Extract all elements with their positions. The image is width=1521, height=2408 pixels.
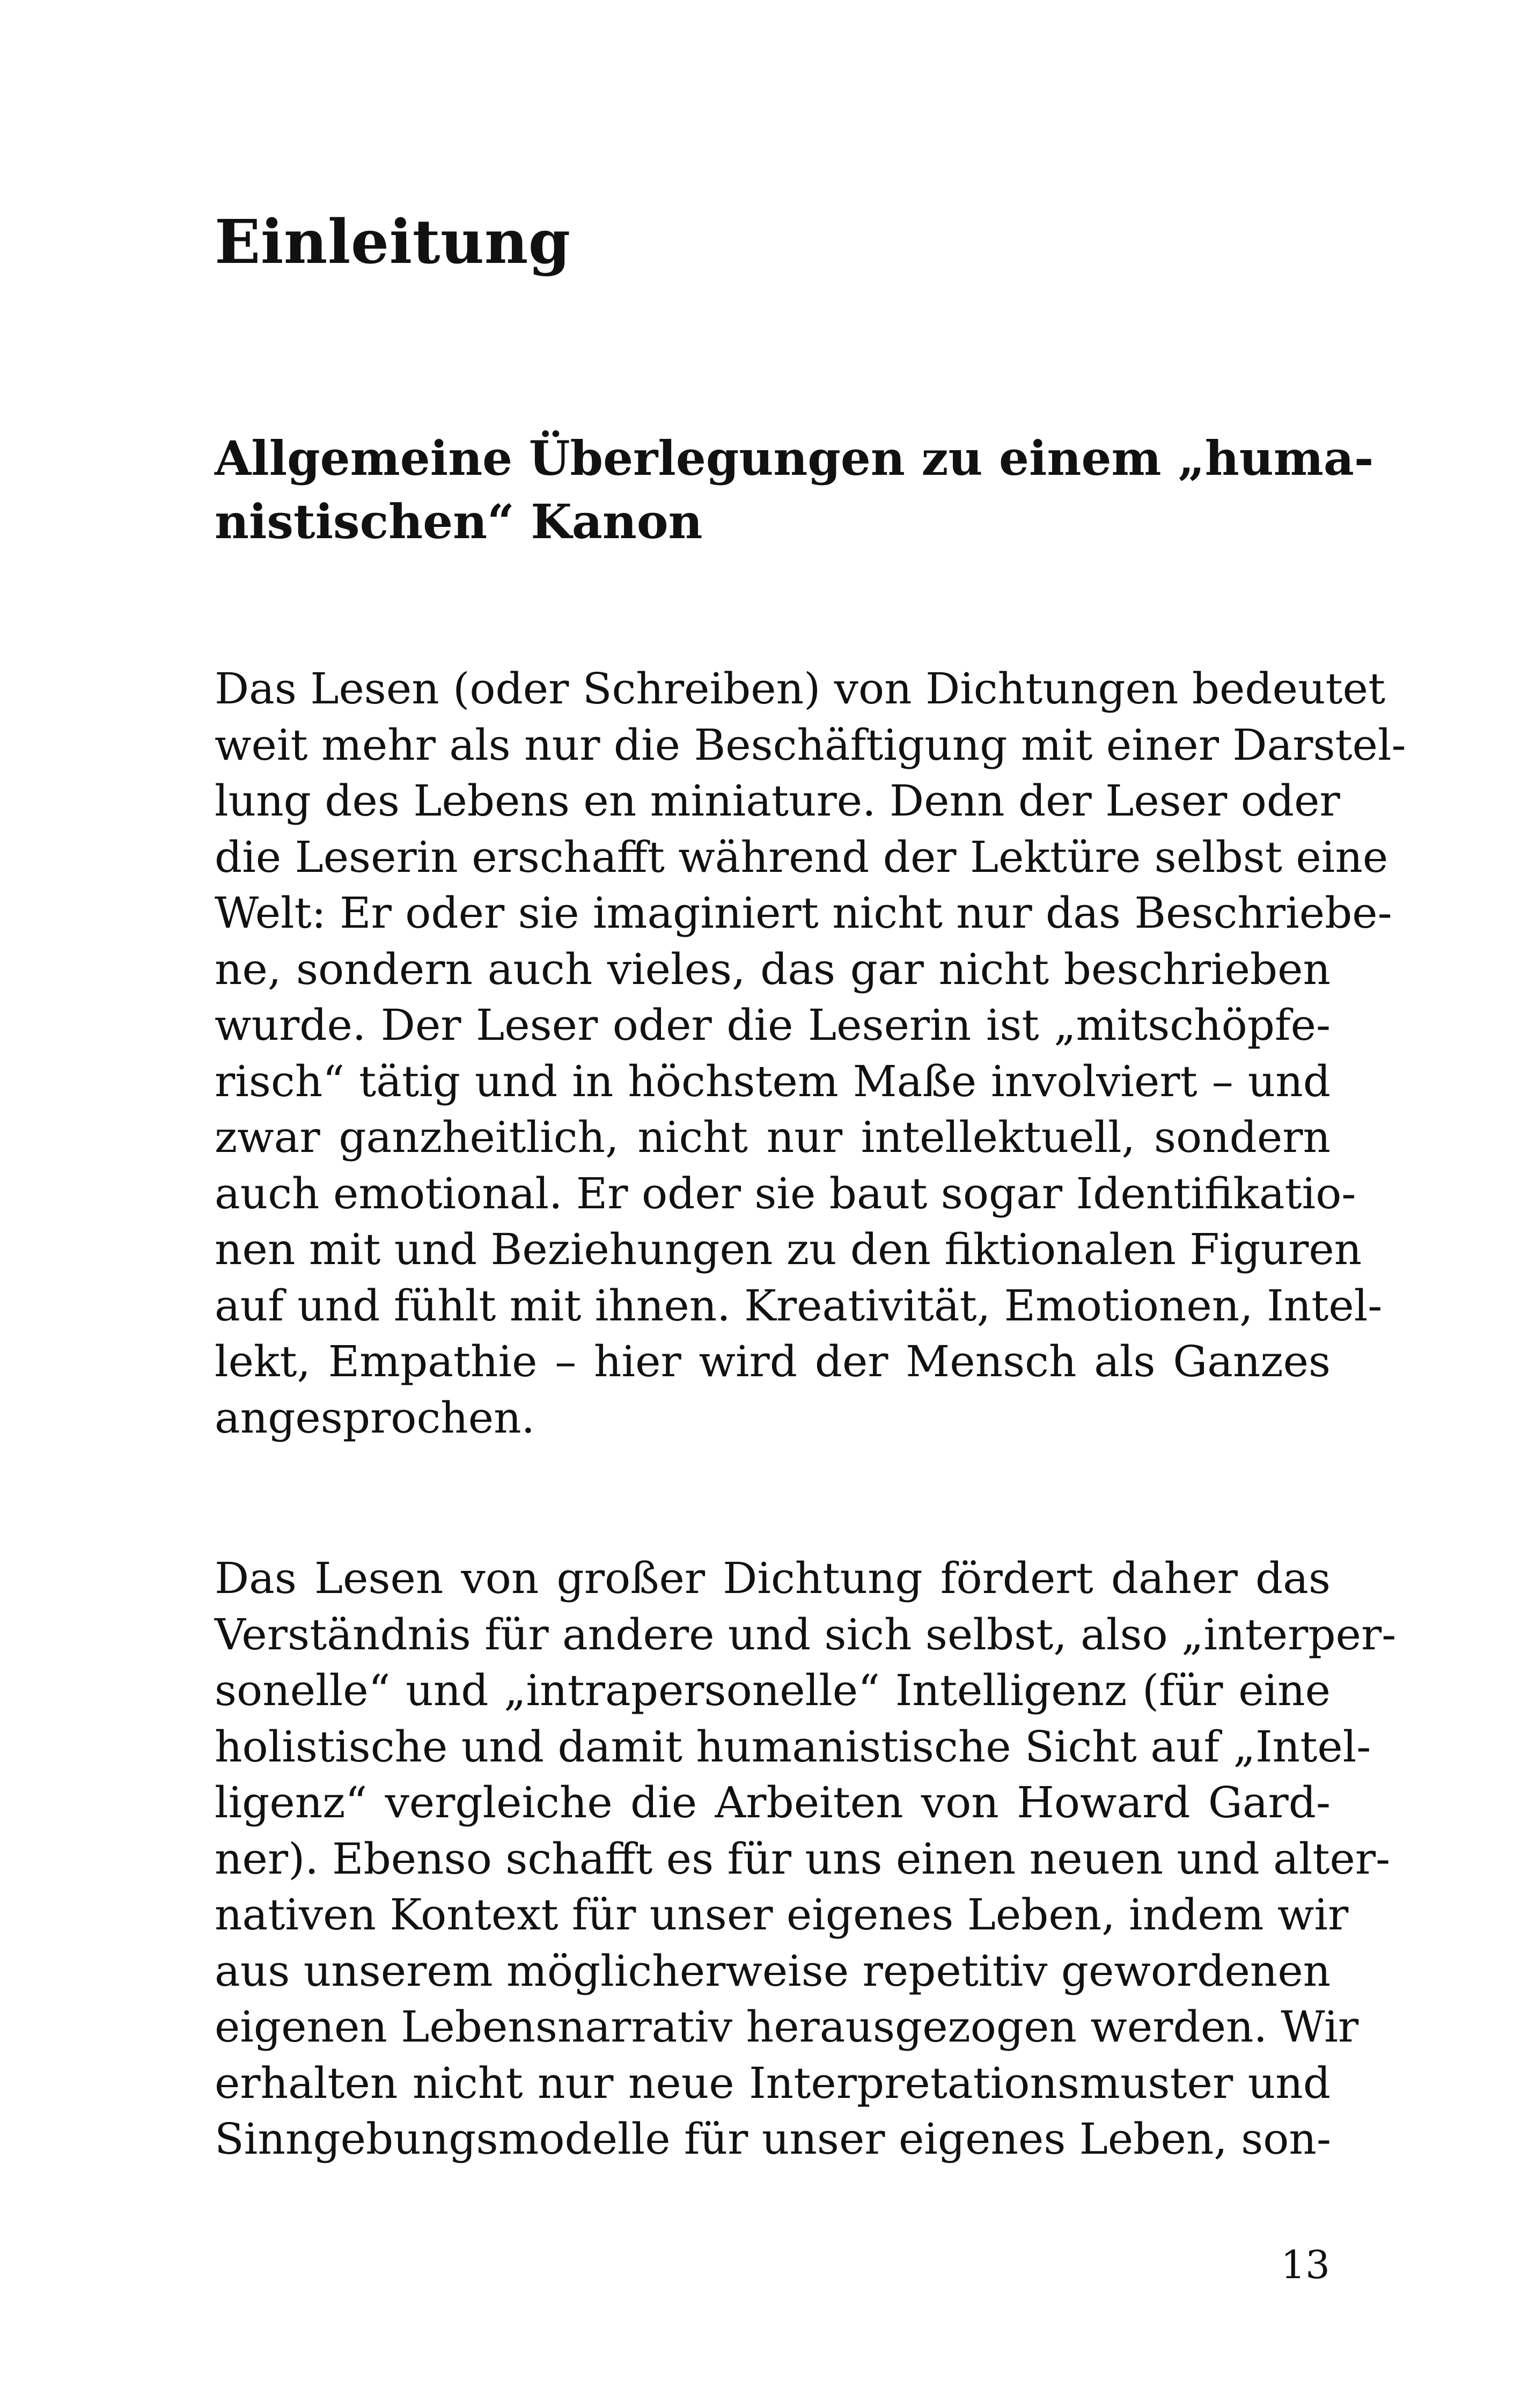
text-line: sonelle“ und „intrapersonelle“ Intelligenz (für eine — [215, 1665, 1331, 1715]
text-line: aus unserem möglicherweise repetitiv gewordenen — [215, 1946, 1331, 1996]
text-line: Das Lesen von großer Dichtung fördert daher das — [215, 1553, 1331, 1603]
text-line: ne, sondern auch vieles, das gar nicht beschrieben — [215, 944, 1331, 994]
text-line: weit mehr als nur die Beschäftigung mit einer Darstel- — [215, 720, 1406, 770]
text-line: auch emotional. Er oder sie baut sogar Identifikatio- — [215, 1168, 1356, 1218]
section-title-line: nistischen“ Kanon — [215, 494, 703, 549]
section-title-line: Allgemeine Überlegungen zu einem „huma- — [215, 430, 1374, 486]
text-line: erhalten nicht nur neue Interpretationsmuster und — [215, 2058, 1331, 2108]
text-line: Verständnis für andere und sich selbst, also „interper- — [215, 1609, 1397, 1660]
text-line: wurde. Der Leser oder die Leserin ist „mitschöpfe- — [215, 1000, 1331, 1050]
text-line: nen mit und Beziehungen zu den fiktionalen Figuren — [215, 1224, 1362, 1274]
text-line: die Leserin erschafft während der Lektüre selbst eine — [215, 832, 1388, 882]
chapter-title: Einleitung — [215, 207, 571, 277]
text-line: angesprochen. — [215, 1392, 535, 1443]
body-paragraph — [215, 661, 1406, 1446]
text-line: Sinngebungsmodelle für unser eigenes Leben, son- — [215, 2114, 1331, 2164]
text-line: Welt: Er oder sie imaginiert nicht nur das Beschriebe- — [215, 888, 1392, 938]
text-line: risch“ tätig und in höchstem Maße involviert – und — [215, 1056, 1331, 1106]
text-line: lekt, Empathie – hier wird der Mensch als Ganzes — [215, 1337, 1331, 1386]
body-paragraph — [215, 1551, 1397, 2168]
text-line: zwar ganzheitlich, nicht nur intellektuell, sondern — [215, 1112, 1331, 1162]
text-line: Das Lesen (oder Schreiben) von Dichtungen bedeutet — [215, 664, 1386, 714]
page-number: 13 — [1281, 2242, 1330, 2287]
text-line: ligenz“ vergleiche die Arbeiten von Howard Gard- — [215, 1778, 1331, 1827]
text-line: lung des Lebens en miniature. Denn der Leser oder — [215, 776, 1340, 826]
text-line: ner). Ebenso schafft es für uns einen neuen und alter- — [215, 1833, 1391, 1884]
section-title — [215, 427, 1374, 553]
text-line: nativen Kontext für unser eigenes Leben, indem wir — [215, 1890, 1349, 1940]
text-line: eigenen Lebensnarrativ herausgezogen werden. Wir — [215, 2002, 1359, 2052]
text-line: holistische und damit humanistische Sicht auf „Intel- — [215, 1721, 1371, 1772]
text-line: auf und fühlt mit ihnen. Kreativität, Emotionen, Intel- — [215, 1280, 1383, 1331]
